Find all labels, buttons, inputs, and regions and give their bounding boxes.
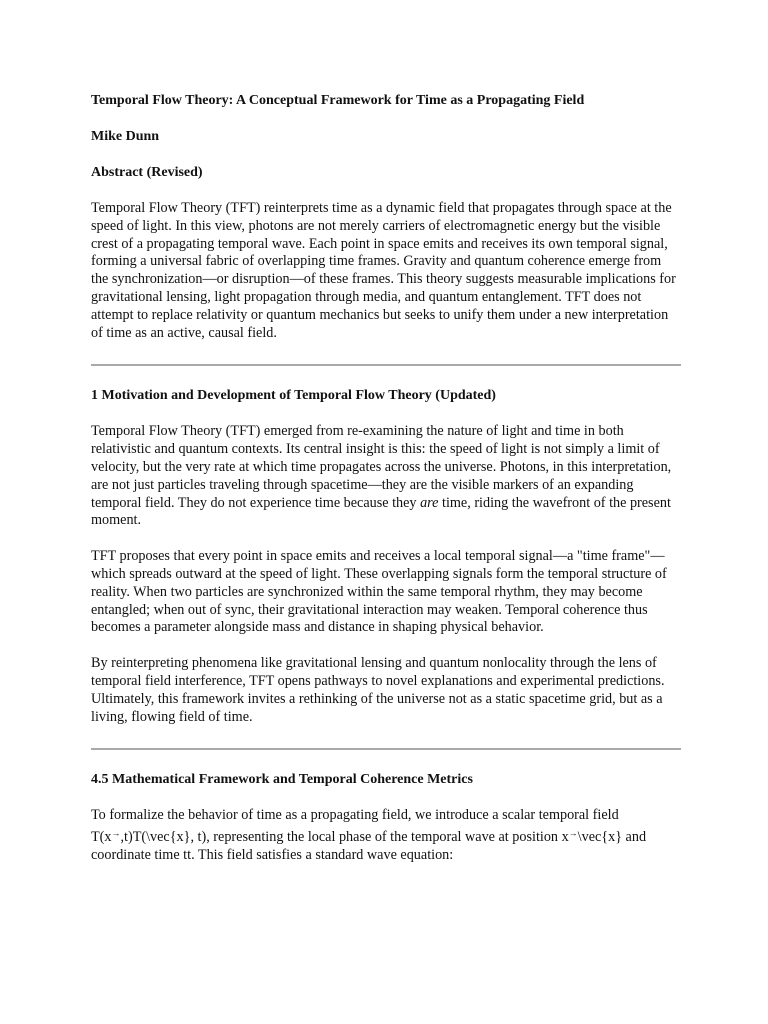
emphasis-text: are [420,494,439,511]
paragraph-text: To formalize the behavior of time as a propagating field, we introduce a scalar temporal field T(x [91,807,619,846]
paragraph-text: Temporal Flow Theory (TFT) emerged from re-examining the nature of light and time in both relativistic and quantum contexts. Its central insight is this: the speed of light is not simply a limit of velocity, but the very rate at which time propagates across the universe. Photons, in this interpretation, are not just particles traveling through spacetime—they are the visible markers of an expanding temporal field. They do not experience time because they [91,423,672,511]
section-4-5-heading: 4.5 Mathematical Framework and Temporal Coherence Metrics [91,772,473,788]
document-title: Temporal Flow Theory: A Conceptual Framework for Time as a Propagating Field [91,93,585,108]
paragraph-text: \vec{x} and coordinate time tt. This field satisfies a standard wave equation: [91,829,647,863]
section-1-paragraph-3: By reinterpreting phenomena like gravitational lensing and quantum nonlocality through the lens of temporal field interference, TFT opens pathways to novel explanations and experimental predictions. Ultimately, this framework invites a rethinking of the universe not as a static spacetime grid, but as a living, flowing field of time. [91,655,665,725]
abstract-heading: Abstract (Revised) [91,165,203,180]
vector-arrow: → [111,828,121,839]
document-page [91,92,681,865]
paragraph-text: ,t)T(\vec{x}, t), representing the local phase of the temporal wave at position x [120,829,569,846]
author-name: Mike Dunn [91,129,160,144]
vector-arrow: → [568,828,578,839]
horizontal-rule [91,364,681,366]
section-1-heading: 1 Motivation and Development of Temporal Flow Theory (Updated) [91,388,496,404]
section-1-paragraph-1 [91,423,681,530]
section-1-paragraph-2: TFT proposes that every point in space emits and receives a local temporal signal—a "time frame"—which spreads outward at the speed of light. These overlapping signals form the temporal structure of reality. When two particles are synchronized within the same temporal rhythm, they may become entangled; when out of sync, their gravitational interaction may weaken. Temporal coherence thus becomes a parameter alongside mass and distance in shaping physical behavior. [91,548,667,636]
section-4-5-paragraph-1 [91,807,681,864]
abstract-paragraph: Temporal Flow Theory (TFT) reinterprets time as a dynamic field that propagates through space at the speed of light. In this view, photons are not merely carriers of electromagnetic energy but the visible crest of a propagating temporal wave. Each point in space emits and receives its own temporal signal, forming a universal fabric of overlapping time frames. Gravity and quantum coherence emerge from the synchronization—or disruption—of these frames. This theory suggests measurable implications for gravitational lensing, light propagation through media, and quantum entanglement. TFT does not attempt to replace relativity or quantum mechanics but seeks to unify them under a new interpretation of time as an active, causal field. [91,200,676,341]
horizontal-rule [91,748,681,750]
paragraph-text: time, riding the wavefront of the present moment. [91,494,671,529]
